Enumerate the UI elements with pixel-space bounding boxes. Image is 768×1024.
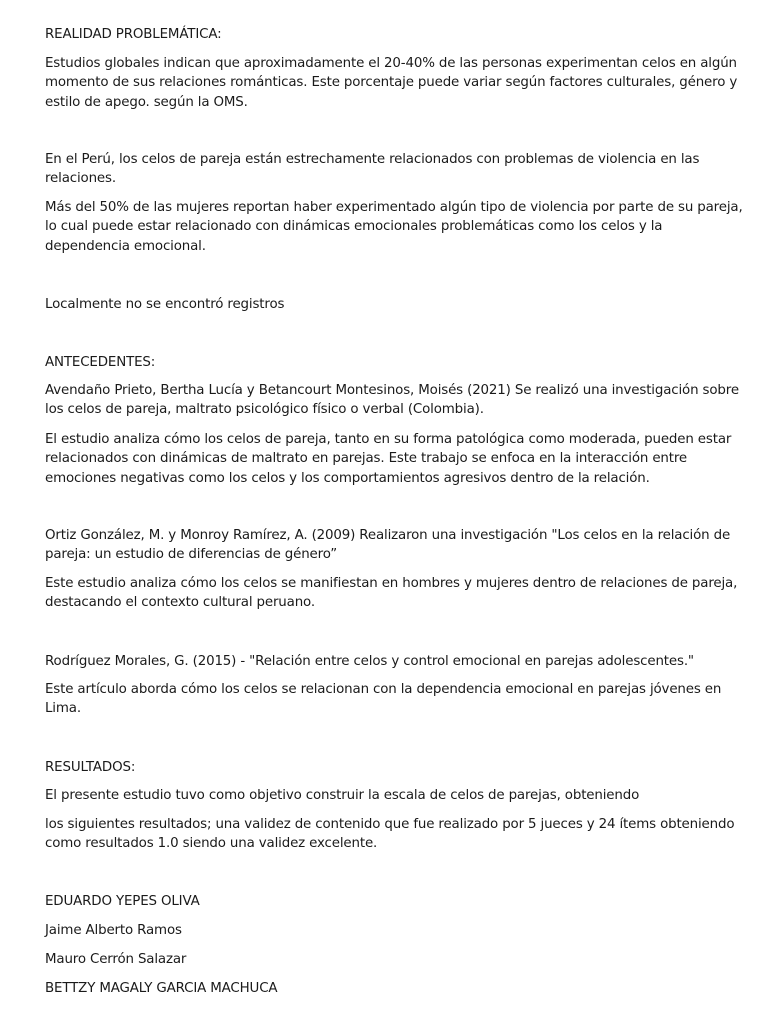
author-3: Mauro Cerrón Salazar (45, 952, 187, 967)
antecedents-heading: ANTECEDENTES: (45, 355, 156, 370)
antecedent-1-citation: Avendaño Prieto, Bertha Lucía y Betancourt Montesinos, Moisés (2021) Se realizó una investigación sobre los celos de pareja, maltrato psicológico físico o verbal (Colombia). (45, 383, 739, 418)
problem-local-paragraph: Localmente no se encontró registros (45, 297, 285, 312)
antecedent-3-citation: Rodríguez Morales, G. (2015) - "Relación entre celos y control emocional en parejas adolescentes." (45, 654, 694, 669)
author-1: EDUARDO YEPES OLIVA (45, 894, 200, 909)
author-4: BETTZY MAGALY GARCIA MACHUCA (45, 981, 278, 996)
problem-women-paragraph: Más del 50% de las mujeres reportan haber experimentado algún tipo de violencia por parte de su pareja, lo cual puede estar relacionado con dinámicas emocionales problemáticas como los celos y la dependencia emocional. (45, 200, 743, 254)
problem-peru-paragraph: En el Perú, los celos de pareja están estrechamente relacionados con problemas de violencia en las relaciones. (45, 152, 700, 187)
problem-global-paragraph: Estudios globales indican que aproximadamente el 20-40% de las personas experimentan celos en algún momento de sus relaciones románticas. Este porcentaje puede variar según factores culturales, género y estilo de apego. según la OMS. (45, 56, 738, 110)
antecedent-2-summary: Este estudio analiza cómo los celos se manifiestan en hombres y mujeres dentro de relaciones de pareja, destacando el contexto cultural peruano. (45, 576, 738, 611)
author-2: Jaime Alberto Ramos (45, 923, 182, 938)
results-line-1: El presente estudio tuvo como objetivo construir la escala de celos de parejas, obteniendo (45, 788, 640, 803)
problem-heading: REALIDAD PROBLEMÁTICA: (45, 27, 222, 42)
results-heading: RESULTADOS: (45, 760, 136, 775)
antecedent-1-summary: El estudio analiza cómo los celos de pareja, tanto en su forma patológica como moderada, pueden estar relacionados con dinámicas de maltrato en parejas. Este trabajo se enfoca en la interacción entre emociones negativas como los celos y los comportamientos agresivos dentro de la relación. (45, 432, 732, 486)
antecedent-3-summary: Este artículo aborda cómo los celos se relacionan con la dependencia emocional en parejas jóvenes en Lima. (45, 682, 722, 717)
antecedent-2-citation: Ortiz González, M. y Monroy Ramírez, A. (2009) Realizaron una investigación "Los celos en la relación de pareja: un estudio de diferencias de género” (45, 528, 731, 563)
results-line-2: los siguientes resultados; una validez de contenido que fue realizado por 5 jueces y 24 ítems obteniendo como resultados 1.0 siendo una validez excelente. (45, 817, 735, 852)
